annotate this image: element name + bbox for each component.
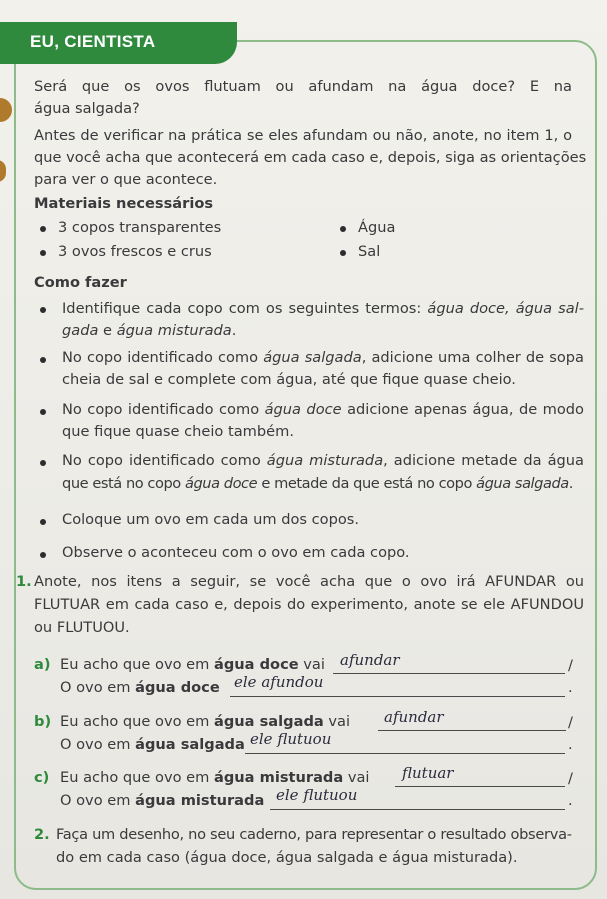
- handwritten-answer: afundar: [384, 708, 444, 726]
- question-line: Faça um desenho, no seu caderno, para representar o resultado observa-: [56, 826, 572, 843]
- bullet: [40, 552, 46, 558]
- result-term: água misturada: [135, 792, 265, 809]
- step-line: [62, 399, 584, 420]
- prediction-prefix: Eu acho que ovo em: [60, 713, 214, 730]
- step-text: Identifique cada copo com os seguintes termos:: [62, 300, 428, 317]
- answer-line[interactable]: [230, 696, 565, 697]
- step-line: cheia de sal e complete com água, até que fique quase cheio.: [62, 371, 516, 388]
- step-term: água doce: [184, 475, 258, 492]
- material-item: Sal: [358, 243, 381, 260]
- period: .: [568, 792, 573, 809]
- result-text: [60, 734, 245, 755]
- prediction-prefix: Eu acho que ovo em: [60, 656, 214, 673]
- prediction-term: água misturada: [214, 769, 344, 786]
- step-line: Observe o aconteceu com o ovo em cada copo.: [62, 544, 410, 561]
- answer-line[interactable]: [378, 730, 566, 731]
- item-letter: a): [34, 656, 51, 673]
- step-term: água misturada: [116, 322, 232, 339]
- answer-line[interactable]: [395, 786, 565, 787]
- step-text: , adicione uma colher de sopa: [361, 349, 584, 366]
- slash: /: [568, 714, 573, 731]
- result-prefix: O ovo em: [60, 679, 136, 696]
- step-text: .: [231, 322, 237, 339]
- steps-heading: Como fazer: [34, 274, 127, 291]
- bullet: [40, 307, 46, 313]
- handwritten-answer: afundar: [340, 651, 400, 669]
- material-item: 3 copos transparentes: [58, 219, 222, 236]
- step-term: água misturada: [266, 452, 384, 469]
- item-letter: c): [34, 769, 50, 786]
- prediction-text: [60, 767, 370, 788]
- bullet: [40, 250, 46, 256]
- margin-marker: [0, 160, 6, 182]
- prediction-text: [60, 711, 350, 732]
- result-term: água salgada: [135, 736, 245, 753]
- bullet: [40, 357, 46, 363]
- prediction-suffix: vai: [343, 769, 370, 786]
- question-number: 1.: [16, 573, 32, 590]
- question-line: Anote, nos itens a seguir, se você acha que o ovo irá AFUNDAR ou: [34, 573, 584, 590]
- step-line: [62, 473, 573, 494]
- step-text: e metade da que está no copo: [257, 475, 477, 492]
- prediction-term: água doce: [214, 656, 299, 673]
- step-text: adicione apenas água, de modo: [341, 401, 584, 418]
- intro-line: para ver o que acontece.: [34, 171, 218, 188]
- step-text: No copo identificado como: [62, 401, 265, 418]
- step-term: água salgada: [263, 349, 362, 366]
- step-line: [62, 450, 584, 471]
- question-line: FLUTUAR em cada caso e, depois do experimento, anote se ele AFUNDOU: [34, 596, 584, 613]
- intro-line: água salgada?: [34, 100, 140, 117]
- handwritten-answer: ele flutuou: [250, 730, 332, 748]
- step-text: No copo identificado como: [62, 349, 264, 366]
- question-line: do em cada caso (água doce, água salgada e água misturada).: [56, 849, 518, 866]
- step-line: [62, 347, 584, 368]
- result-term: água doce: [135, 679, 220, 696]
- step-term: gada: [62, 322, 99, 339]
- step-text: .: [568, 475, 573, 492]
- item-letter: b): [34, 713, 52, 730]
- handwritten-answer: flutuar: [402, 764, 454, 782]
- section-title: EU, CIENTISTA: [30, 32, 156, 51]
- slash: /: [568, 657, 573, 674]
- step-line: [62, 320, 236, 341]
- step-line: Coloque um ovo em cada um dos copos.: [62, 511, 360, 528]
- period: .: [568, 736, 573, 753]
- bullet: [340, 226, 346, 232]
- prediction-prefix: Eu acho que ovo em: [60, 769, 214, 786]
- question-number: 2.: [34, 826, 50, 843]
- intro-line: que você acha que acontecerá em cada caso e, depois, siga as orientações: [34, 149, 587, 166]
- material-item: 3 ovos frescos e crus: [58, 243, 212, 260]
- bullet: [40, 409, 46, 415]
- step-line: [62, 298, 584, 319]
- bullet: [340, 250, 346, 256]
- bullet: [40, 460, 46, 466]
- step-line: que fique quase cheio também.: [62, 423, 294, 440]
- materials-heading: Materiais necessários: [34, 195, 214, 212]
- margin-marker: [0, 98, 12, 122]
- result-prefix: O ovo em: [60, 736, 136, 753]
- slash: /: [568, 770, 573, 787]
- material-item: Água: [358, 219, 396, 236]
- result-prefix: O ovo em: [60, 792, 136, 809]
- question-line: ou FLUTUOU.: [34, 619, 130, 636]
- step-term: água doce, água sal-: [427, 300, 584, 317]
- answer-line[interactable]: [245, 753, 565, 754]
- handwritten-answer: ele afundou: [234, 673, 324, 691]
- answer-line[interactable]: [333, 673, 565, 674]
- step-text: No copo identificado como: [62, 452, 267, 469]
- result-text: [60, 790, 264, 811]
- bullet: [40, 226, 46, 232]
- result-text: [60, 677, 220, 698]
- step-text: , adicione metade da água: [383, 452, 584, 469]
- bullet: [40, 519, 46, 525]
- step-term: água doce: [264, 401, 342, 418]
- period: .: [568, 679, 573, 696]
- answer-line[interactable]: [270, 809, 565, 810]
- prediction-text: [60, 654, 325, 675]
- prediction-term: água salgada: [214, 713, 324, 730]
- step-text: que está no copo: [62, 475, 185, 492]
- step-term: água salgada: [476, 475, 569, 492]
- handwritten-answer: ele flutuou: [276, 786, 358, 804]
- intro-line: Será que os ovos flutuam ou afundam na água doce? E na: [34, 78, 572, 95]
- prediction-suffix: vai: [323, 713, 351, 730]
- prediction-suffix: vai: [298, 656, 325, 673]
- intro-line: Antes de verificar na prática se eles afundam ou não, anote, no item 1, o: [34, 127, 572, 144]
- step-text: e: [98, 322, 117, 339]
